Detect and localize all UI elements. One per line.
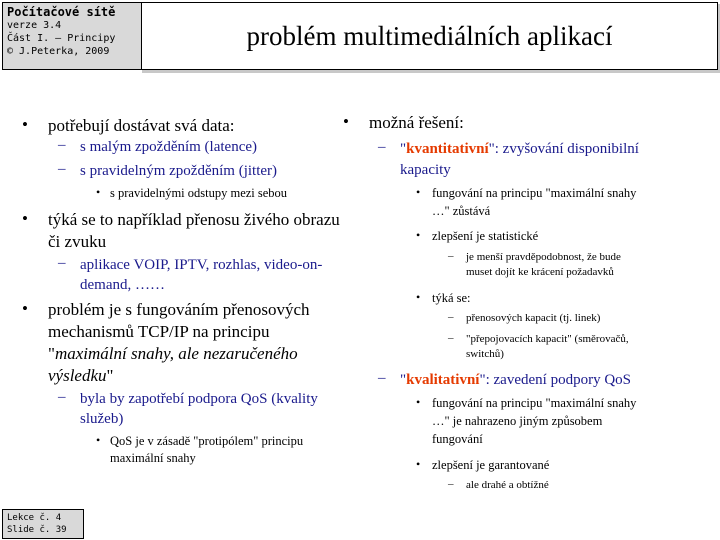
right-sub-1-line-1 [400, 139, 639, 159]
course-info-box [2, 2, 142, 70]
dash: – [58, 161, 66, 177]
title-shadow [142, 70, 720, 73]
right-sub-2-b: zlepšení je garantované [432, 458, 550, 472]
left-point-3-detail-line-1: QoS je v zásadě "protipólem" principu [110, 434, 304, 448]
bullet: • [416, 228, 421, 242]
bullet: • [416, 290, 421, 304]
left-point-3-line-2: mechanismů TCP/IP na principu [48, 322, 270, 341]
dash: – [448, 332, 454, 344]
right-sub-2-a-line-2: …" je nahrazeno jiným způsobem [432, 414, 603, 428]
dash: – [378, 370, 386, 386]
right-sub-1-b-i-line-1: je menší pravděpodobnost, že bude [466, 251, 621, 263]
quote: " [48, 344, 55, 363]
lesson-label: Lekce č. 4 [7, 513, 62, 523]
right-sub-1-c-ii-line-1: "přepojovacích kapacit" (směrovačů, [466, 333, 629, 345]
keyword-quantitative: kvantitativní [406, 141, 489, 157]
right-sub-1-line-2: kapacity [400, 162, 451, 178]
left-point-2-sub-1-line-1: aplikace VOIP, IPTV, rozhlas, video-on- [80, 257, 323, 273]
quote: " [400, 372, 407, 388]
left-point-1-sub-1: s malým zpožděním (latence) [80, 139, 258, 155]
bullet: • [96, 185, 101, 199]
bullet: • [22, 299, 28, 318]
right-sub-2-a-line-1: fungování na principu "maximální snahy [432, 396, 637, 410]
slide-info-box [2, 509, 84, 539]
right-sub-1-text: ": zvyšování disponibilní [488, 141, 639, 157]
title-bar [142, 2, 718, 70]
left-point-3-line-4 [48, 365, 113, 386]
right-sub-1-c: týká se: [432, 291, 471, 305]
left-point-2-sub-1-line-2: demand, …… [80, 277, 165, 293]
right-sub-2-a-line-3: fungování [432, 432, 483, 446]
part-label: Část I. – Principy [7, 33, 116, 44]
bullet: • [416, 457, 421, 471]
left-point-3-italic-1: maximální snahy, ale nezaručeného [54, 344, 298, 363]
right-sub-2-line-1 [400, 370, 631, 390]
dash: – [448, 250, 454, 262]
right-sub-1-a-line-1: fungování na principu "maximální snahy [432, 186, 637, 200]
author-label: © J.Peterka, 2009 [7, 46, 110, 57]
left-point-3-line-1: problém je s fungováním přenosových [48, 300, 310, 319]
right-sub-2-b-i: ale drahé a obtížné [466, 479, 549, 491]
course-name: Počítačové sítě [7, 5, 116, 19]
left-point-2-line-2: či zvuku [48, 232, 107, 251]
right-point-1: možná řešení: [369, 113, 464, 132]
dash: – [58, 389, 66, 405]
keyword-qualitative: kvalitativní [406, 372, 480, 388]
version-label: verze 3.4 [7, 20, 62, 31]
dash: – [448, 478, 454, 490]
left-point-3-sub-1-line-2: služeb) [80, 411, 124, 427]
right-sub-1-b-i-line-2: muset dojít ke krácení požadavků [466, 266, 614, 278]
right-sub-1-c-ii-line-2: switchů) [466, 348, 504, 360]
quote: " [106, 366, 114, 385]
bullet: • [22, 209, 28, 228]
left-point-3-sub-1-line-1: byla by zapotřebí podpora QoS (kvality [80, 391, 318, 407]
left-point-3-line-3 [48, 343, 298, 364]
dash: – [448, 311, 454, 323]
left-point-1-sub-2-detail: s pravidelnými odstupy mezi sebou [110, 186, 288, 200]
right-sub-2-text: ": zavedení podpory QoS [479, 372, 631, 388]
left-point-3-detail-line-2: maximální snahy [110, 451, 196, 465]
bullet: • [96, 433, 101, 447]
dash: – [58, 137, 66, 153]
right-sub-1-b: zlepšení je statistické [432, 229, 539, 243]
left-point-3-italic-2: výsledku [48, 366, 107, 385]
dash: – [378, 139, 386, 155]
left-point-1-sub-2: s pravidelným zpožděním (jitter) [80, 163, 278, 179]
right-sub-1-a-line-2: …" zůstává [432, 204, 491, 218]
bullet: • [343, 112, 349, 131]
bullet: • [416, 185, 421, 199]
quote: " [400, 141, 407, 157]
dash: – [58, 255, 66, 271]
slide-title: problém multimediálních aplikací [246, 21, 613, 51]
left-point-1: potřebují dostávat svá data: [48, 116, 235, 135]
slide-number-label: Slide č. 39 [7, 525, 67, 535]
bullet: • [416, 395, 421, 409]
right-sub-1-c-i: přenosových kapacit (tj. linek) [466, 312, 601, 324]
bullet: • [22, 115, 28, 134]
left-point-2-line-1: týká se to například přenosu živého obrazu [48, 210, 340, 229]
